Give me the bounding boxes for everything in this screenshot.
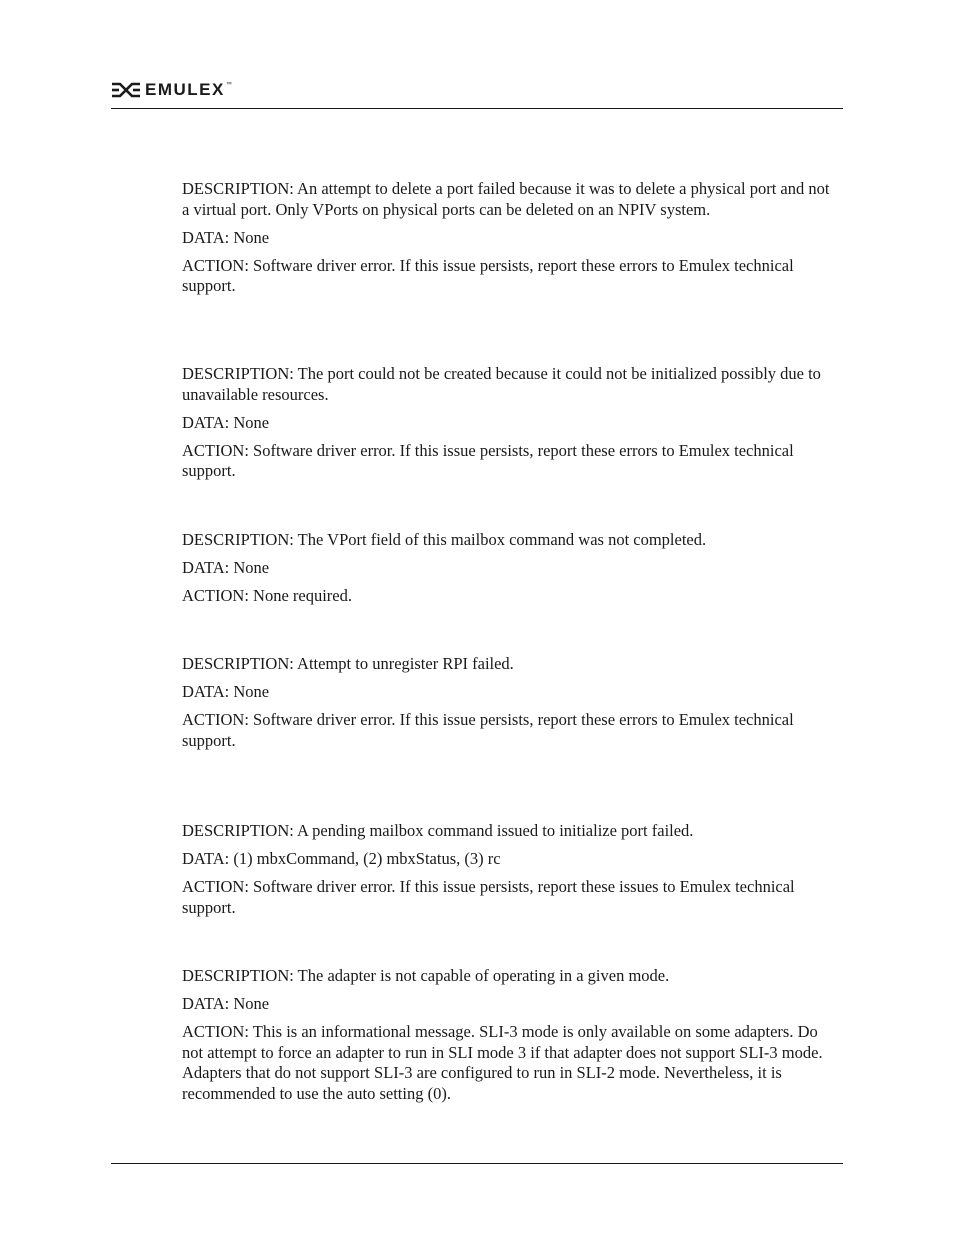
header-rule [111,108,843,109]
message-entry [182,654,832,759]
entry-description: DESCRIPTION: The port could not be created because it could not be initialized possibly due to unavailable resources. [182,364,821,404]
entry-action: ACTION: Software driver error. If this issue persists, report these errors to Emulex technical support. [182,440,794,480]
emulex-mark-icon [111,82,141,98]
message-entry [182,179,832,304]
entry-data: DATA: None [182,682,270,701]
logo-trademark: ™ [225,82,232,88]
entry-data: DATA: (1) mbxCommand, (2) mbxStatus, (3) rc [182,849,501,868]
footer-rule [111,1163,843,1164]
entry-action: ACTION: Software driver error. If this issue persists, report these issues to Emulex technical support. [182,877,795,917]
message-entry [182,364,832,489]
message-entry [182,530,832,614]
entry-action: ACTION: Software driver error. If this issue persists, report these errors to Emulex technical support. [182,710,794,750]
entry-data: DATA: None [182,227,270,247]
page-header [111,78,843,110]
entry-action: ACTION: None required. [182,586,352,605]
logo-wordmark: EMULEX [145,80,225,99]
entry-data: DATA: None [182,412,270,432]
entry-action: ACTION: This is an informational message. SLI-3 mode is only available on some adapters. Do not attempt to force an adapter to run in SLI mode 3 if that adapter does not support SLI-3 mode. Adapters that do not support SLI-3 are configured to run in SLI-2 mode. Nevertheless, it is recommended to use the auto setting (0). [182,1022,823,1103]
message-entry [182,966,832,1112]
entry-description: DESCRIPTION: The VPort field of this mailbox command was not completed. [182,530,707,549]
entry-description: DESCRIPTION: The adapter is not capable of operating in a given mode. [182,966,670,985]
entry-data: DATA: None [182,994,270,1013]
entry-description: DESCRIPTION: An attempt to delete a port failed because it was to delete a physical port and not a virtual port. Only VPorts on physical ports can be deleted on an NPIV system. [182,179,830,219]
entry-action: ACTION: Software driver error. If this issue persists, report these errors to Emulex technical support. [182,255,794,295]
entry-data: DATA: None [182,558,270,577]
entry-description: DESCRIPTION: Attempt to unregister RPI failed. [182,654,514,673]
emulex-logo [111,80,232,100]
entry-description: DESCRIPTION: A pending mailbox command issued to initialize port failed. [182,821,694,840]
message-entry [182,821,832,926]
